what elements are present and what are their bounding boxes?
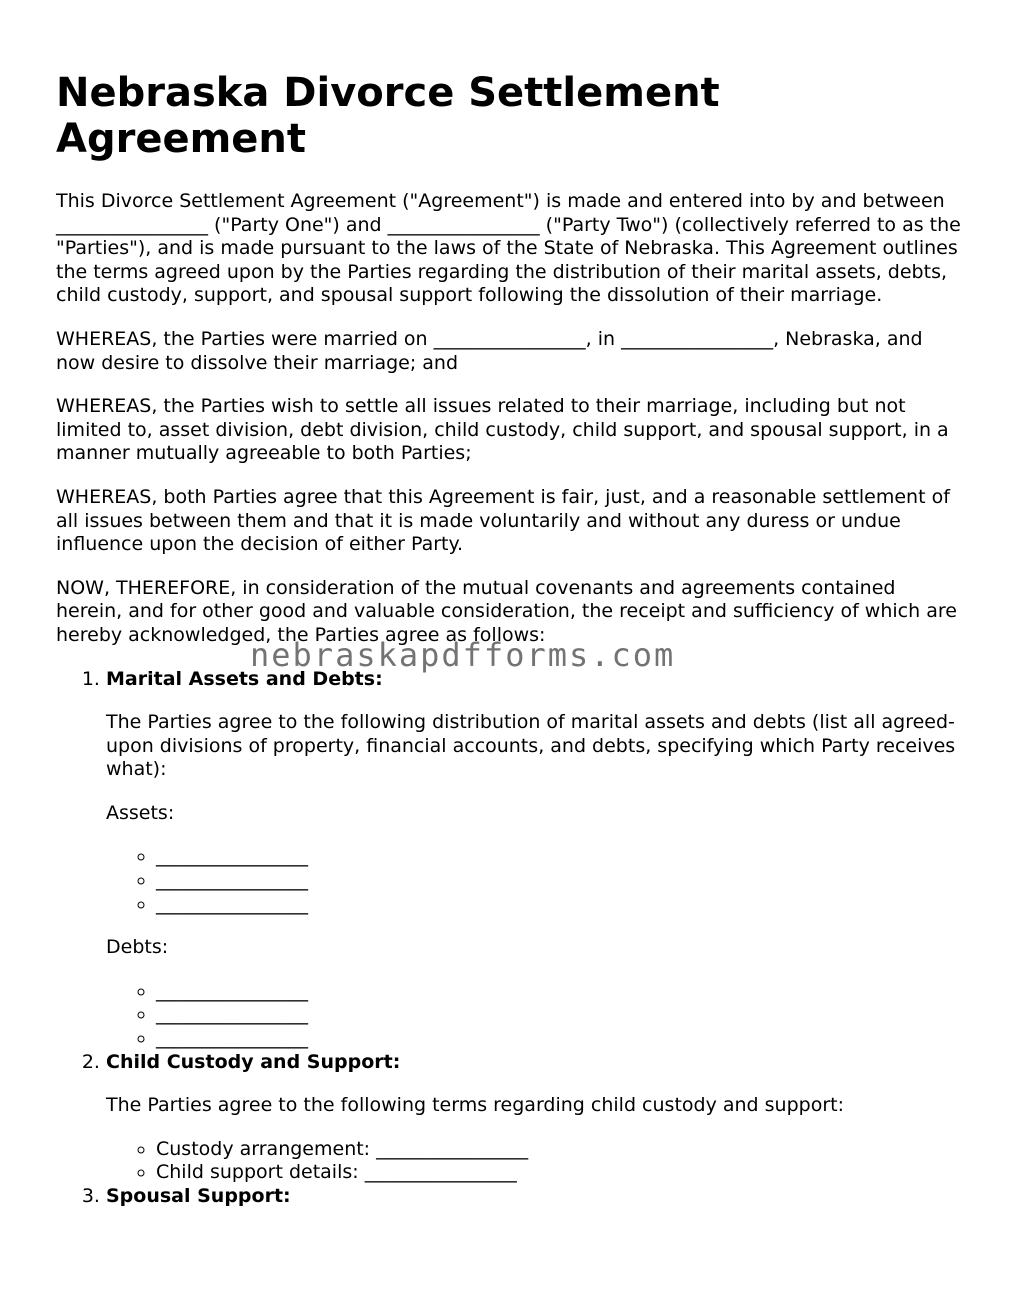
sections-list [56, 668, 966, 1209]
asset-blank: ◦ ________________ [156, 893, 966, 917]
section-title: 1. Marital Assets and Debts: [106, 667, 383, 690]
watermark: nebraskapdfforms.com [250, 636, 676, 674]
document-page [56, 70, 966, 1229]
assets-list [106, 845, 966, 916]
document-title: Nebraska Divorce Settlement Agreement [56, 70, 720, 162]
section-spousal-support [106, 1185, 966, 1209]
debt-blank: ◦ ________________ [156, 1003, 966, 1027]
section-child-custody [106, 1051, 966, 1185]
debts-list [106, 980, 966, 1051]
debts-label: Debts: [106, 936, 169, 959]
asset-blank: ◦ ________________ [156, 845, 966, 869]
custody-item: ◦ Child support details: ________________ [156, 1161, 966, 1185]
whereas-married-paragraph: WHEREAS, the Parties were married on ________________, in ________________, Nebraska, and now desire to dissolve their marriage; and [56, 327, 923, 374]
section-intro: The Parties agree to the following terms regarding child custody and support: [106, 1094, 844, 1117]
debt-blank: ◦ ________________ [156, 1027, 966, 1051]
whereas-fair-paragraph: WHEREAS, both Parties agree that this Agreement is fair, just, and a reasonable settlement of all issues between them and that it is made voluntarily and without any duress or undue influence upon the decision of either Party. [56, 485, 950, 556]
section-title: 2. Child Custody and Support: [106, 1050, 401, 1073]
debt-blank: ◦ ________________ [156, 980, 966, 1004]
section-title: 3. Spousal Support: [106, 1185, 291, 1207]
whereas-settle-paragraph: WHEREAS, the Parties wish to settle all issues related to their marriage, including but not limited to, asset division, debt division, child custody, child support, and spousal support, in a manner mutually agreeable to both Parties; [56, 395, 949, 465]
custody-item: ◦ Custody arrangement: ________________ [156, 1138, 966, 1162]
section-intro: The Parties agree to the following distribution of marital assets and debts (list all agreed-upon divisions of property, financial accounts, and debts, specifying which Party receives what): [106, 711, 956, 781]
asset-blank: ◦ ________________ [156, 869, 966, 893]
assets-label: Assets: [106, 801, 175, 824]
intro-paragraph: This Divorce Settlement Agreement ("Agreement") is made and entered into by and between ________________ ("Party One") and ________________ ("Party Two") (collectively referred to as the "Parties"), and is made pursuant to the laws of the State of Nebraska. This Agreement outlines the terms agreed upon by the Parties regarding the distribution of their marital assets, debts, child custody, support, and spousal support following the dissolution of their marriage. [56, 190, 961, 307]
section-assets-debts [106, 668, 966, 1051]
custody-list [106, 1138, 966, 1185]
now-therefore-paragraph: NOW, THEREFORE, in consideration of the mutual covenants and agreements contained herein, and for other good and valuable consideration, the receipt and sufficiency of which are hereby acknowledged, the Parties agree as follows: [56, 576, 957, 646]
